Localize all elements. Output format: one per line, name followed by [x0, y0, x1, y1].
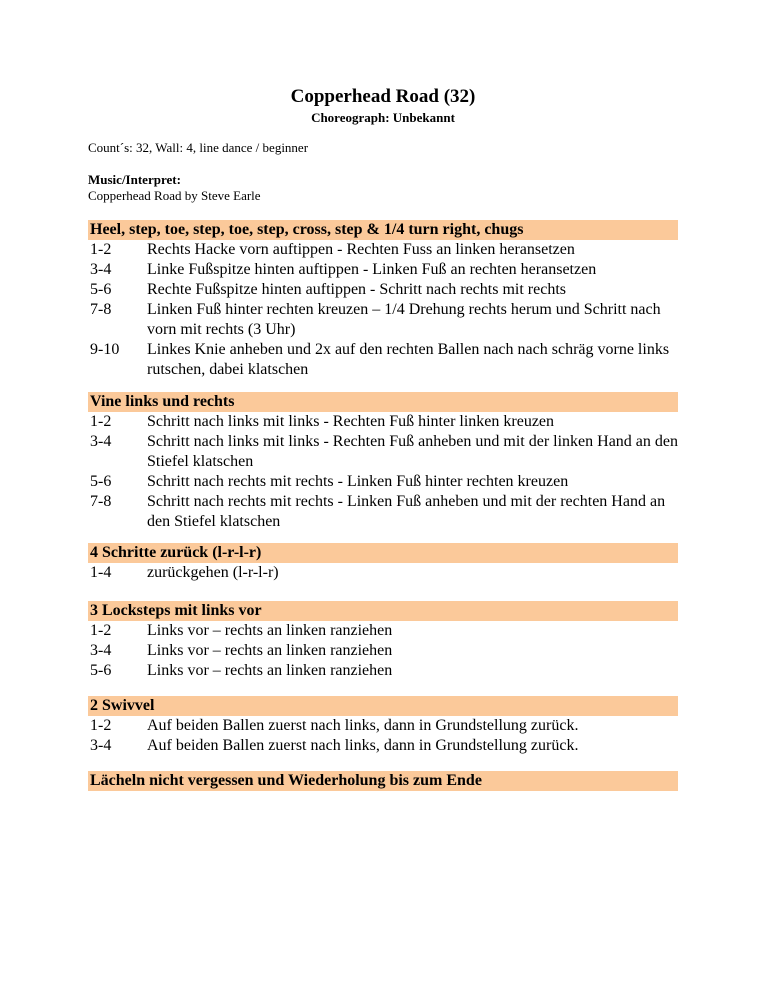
step-count: 1-2	[90, 241, 112, 258]
step-row	[88, 240, 678, 260]
section-heading: 2 Swivvel	[88, 696, 678, 716]
step-text: zurückgehen (l-r-l-r)	[147, 564, 279, 581]
step-row	[88, 280, 678, 300]
step-count: 3-4	[90, 433, 112, 450]
step-count: 1-4	[90, 564, 112, 581]
step-row	[88, 716, 678, 736]
dance-title: Copperhead Road (32)	[290, 86, 476, 107]
step-row	[88, 492, 678, 532]
step-text: Schritt nach links mit links - Rechten Fuß anheben und mit der linken Hand an den Stiefel klatschen	[147, 433, 679, 470]
step-count: 5-6	[90, 473, 112, 490]
step-count: 3-4	[90, 737, 112, 754]
step-text: Linke Fußspitze hinten auftippen - Linken Fuß an rechten heransetzen	[147, 261, 597, 278]
step-count: 5-6	[90, 281, 112, 298]
step-row	[88, 340, 678, 380]
step-text: Links vor – rechts an linken ranziehen	[147, 642, 393, 659]
section-vine	[88, 392, 678, 532]
step-count: 7-8	[90, 493, 112, 510]
step-text: Links vor – rechts an linken ranziehen	[147, 662, 393, 679]
section-heading: Vine links und rechts	[88, 392, 678, 412]
section-schritte-zurueck	[88, 543, 678, 583]
step-count: 9-10	[90, 341, 120, 358]
step-row	[88, 563, 678, 583]
step-row	[88, 472, 678, 492]
step-count: 1-2	[90, 622, 112, 639]
section-heading: 4 Schritte zurück (l-r-l-r)	[88, 543, 678, 563]
step-text: Auf beiden Ballen zuerst nach links, dann in Grundstellung zurück.	[147, 717, 579, 734]
step-text: Schritt nach rechts mit rechts - Linken Fuß hinter rechten kreuzen	[147, 473, 569, 490]
step-text: Linkes Knie anheben und 2x auf den rechten Ballen nach nach schräg vorne links rutschen, dabei klatschen	[147, 341, 670, 378]
step-row	[88, 736, 678, 756]
section-heading: 3 Locksteps mit links vor	[88, 601, 678, 621]
step-row	[88, 661, 678, 681]
step-row	[88, 641, 678, 661]
step-row	[88, 621, 678, 641]
music-value: Copperhead Road by Steve Earle	[88, 188, 261, 203]
step-count: 5-6	[90, 662, 112, 679]
step-row	[88, 412, 678, 432]
step-count: 1-2	[90, 717, 112, 734]
step-row	[88, 300, 678, 340]
music-label: Music/Interpret:	[88, 172, 181, 187]
step-text: Schritt nach links mit links - Rechten Fuß hinter linken kreuzen	[147, 413, 555, 430]
step-text: Rechte Fußspitze hinten auftippen - Schritt nach rechts mit rechts	[147, 281, 566, 298]
step-count: 1-2	[90, 413, 112, 430]
step-count: 7-8	[90, 301, 112, 318]
section-swivvel	[88, 696, 678, 756]
step-text: Linken Fuß hinter rechten kreuzen – 1/4 Drehung rechts herum und Schritt nach vorn mit rechts (3 Uhr)	[147, 301, 661, 338]
step-text: Rechts Hacke vorn auftippen - Rechten Fuss an linken heransetzen	[147, 241, 575, 258]
section-locksteps	[88, 601, 678, 681]
step-row	[88, 260, 678, 280]
step-text: Schritt nach rechts mit rechts - Linken Fuß anheben und mit der rechten Hand an den Stiefel klatschen	[147, 493, 666, 530]
section-heading: Heel, step, toe, step, toe, step, cross, step & 1/4 turn right, chugs	[88, 220, 678, 240]
step-text: Auf beiden Ballen zuerst nach links, dann in Grundstellung zurück.	[147, 737, 579, 754]
section-closing	[88, 771, 678, 791]
count-wall-info: Count´s: 32, Wall: 4, line dance / beginner	[88, 140, 309, 155]
step-text: Links vor – rechts an linken ranziehen	[147, 622, 393, 639]
step-count: 3-4	[90, 261, 112, 278]
choreograph-line: Choreograph: Unbekannt	[311, 110, 455, 125]
step-row	[88, 432, 678, 472]
step-count: 3-4	[90, 642, 112, 659]
section-heading: Lächeln nicht vergessen und Wiederholung bis zum Ende	[88, 771, 678, 791]
section-heel-step	[88, 220, 678, 380]
